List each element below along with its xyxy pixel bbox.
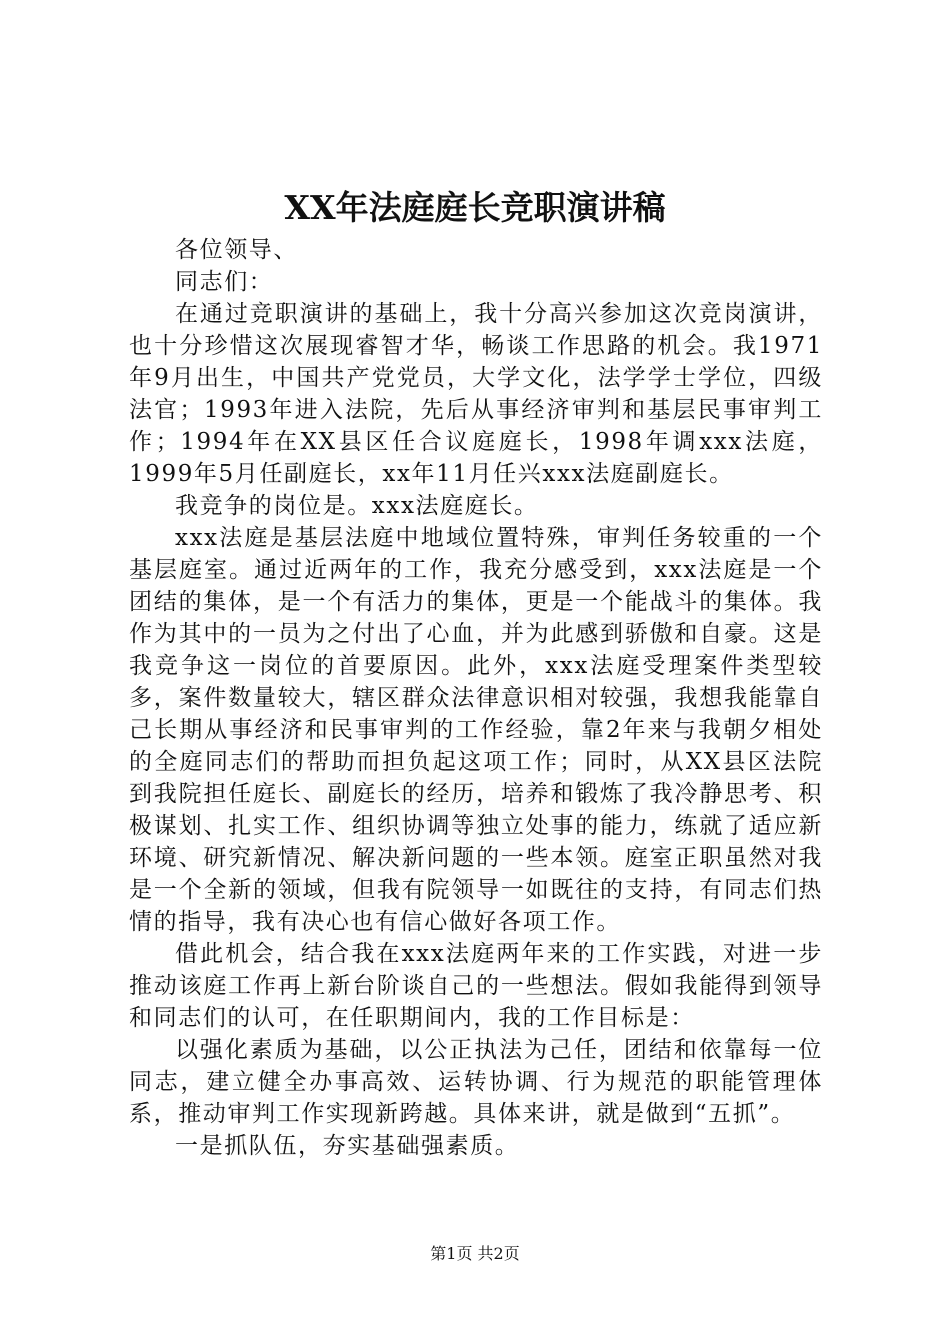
- page-number-footer: 第1页 共2页: [430, 1244, 520, 1263]
- body-paragraph: xxx法庭是基层法庭中地域位置特殊，审判任务较重的一个基层庭室。通过近两年的工作，我充分感受到，xxx法庭是一个团结的集体，是一个有活力的集体，更是一个能战斗的集体。我作为其中的一员为之付出了心血，并为此感到骄傲和自豪。这是我竞争这一岗位的首要原因。此外，xxx法庭受理案件类型较多，案件数量较大，辖区群众法律意识相对较强，我想我能靠自己长期从事经济和民事审判的工作经验，靠2年来与我朝夕相处的全庭同志们的帮助而担负起这项工作；同时，从XX县区法院到我院担任庭长、副庭长的经历，培养和锻炼了我冷静思考、积极谋划、扎实工作、组织协调等独立处事的能力，练就了适应新环境、研究新情况、解决新问题的一些本领。庭室正职虽然对我是一个全新的领域，但我有院领导一如既往的支持，有同志们热情的指导，我有决心也有信心做好各项工作。: [129, 525, 823, 935]
- body-paragraph: 在通过竞职演讲的基础上，我十分高兴参加这次竞岗演讲，也十分珍惜这次展现睿智才华，畅谈工作思路的机会。我1971年9月出生，中国共产党党员，大学文化，法学学士学位，四级法官；1993年进入法院，先后从事经济审判和基层民事审判工作；1994年在XX县区任合议庭庭长，1998年调xxx法庭，1999年5月任副庭长，xx年11月任兴xxx法庭副庭长。: [129, 301, 823, 487]
- body-paragraph: 以强化素质为基础，以公正执法为己任，团结和依靠每一位同志，建立健全办事高效、运转协调、行为规范的职能管理体系，推动审判工作实现新跨越。具体来讲，就是做到“五抓”。: [129, 1037, 823, 1127]
- body-paragraph: 我竞争的岗位是。xxx法庭庭长。: [175, 493, 539, 519]
- body-paragraph: 借此机会，结合我在xxx法庭两年来的工作实践，对进一步推动该庭工作再上新台阶谈自己的一些想法。假如我能得到领导和同志们的认可，在任职期间内，我的工作目标是：: [129, 941, 823, 1031]
- body-paragraph: 一是抓队伍，夯实基础强素质。: [175, 1133, 520, 1159]
- salutation-line: 同志们：: [175, 269, 274, 295]
- salutation-line: 各位领导、: [175, 237, 298, 263]
- document-title: XX年法庭庭长竞职演讲稿: [284, 188, 666, 227]
- document-body: [129, 234, 823, 1162]
